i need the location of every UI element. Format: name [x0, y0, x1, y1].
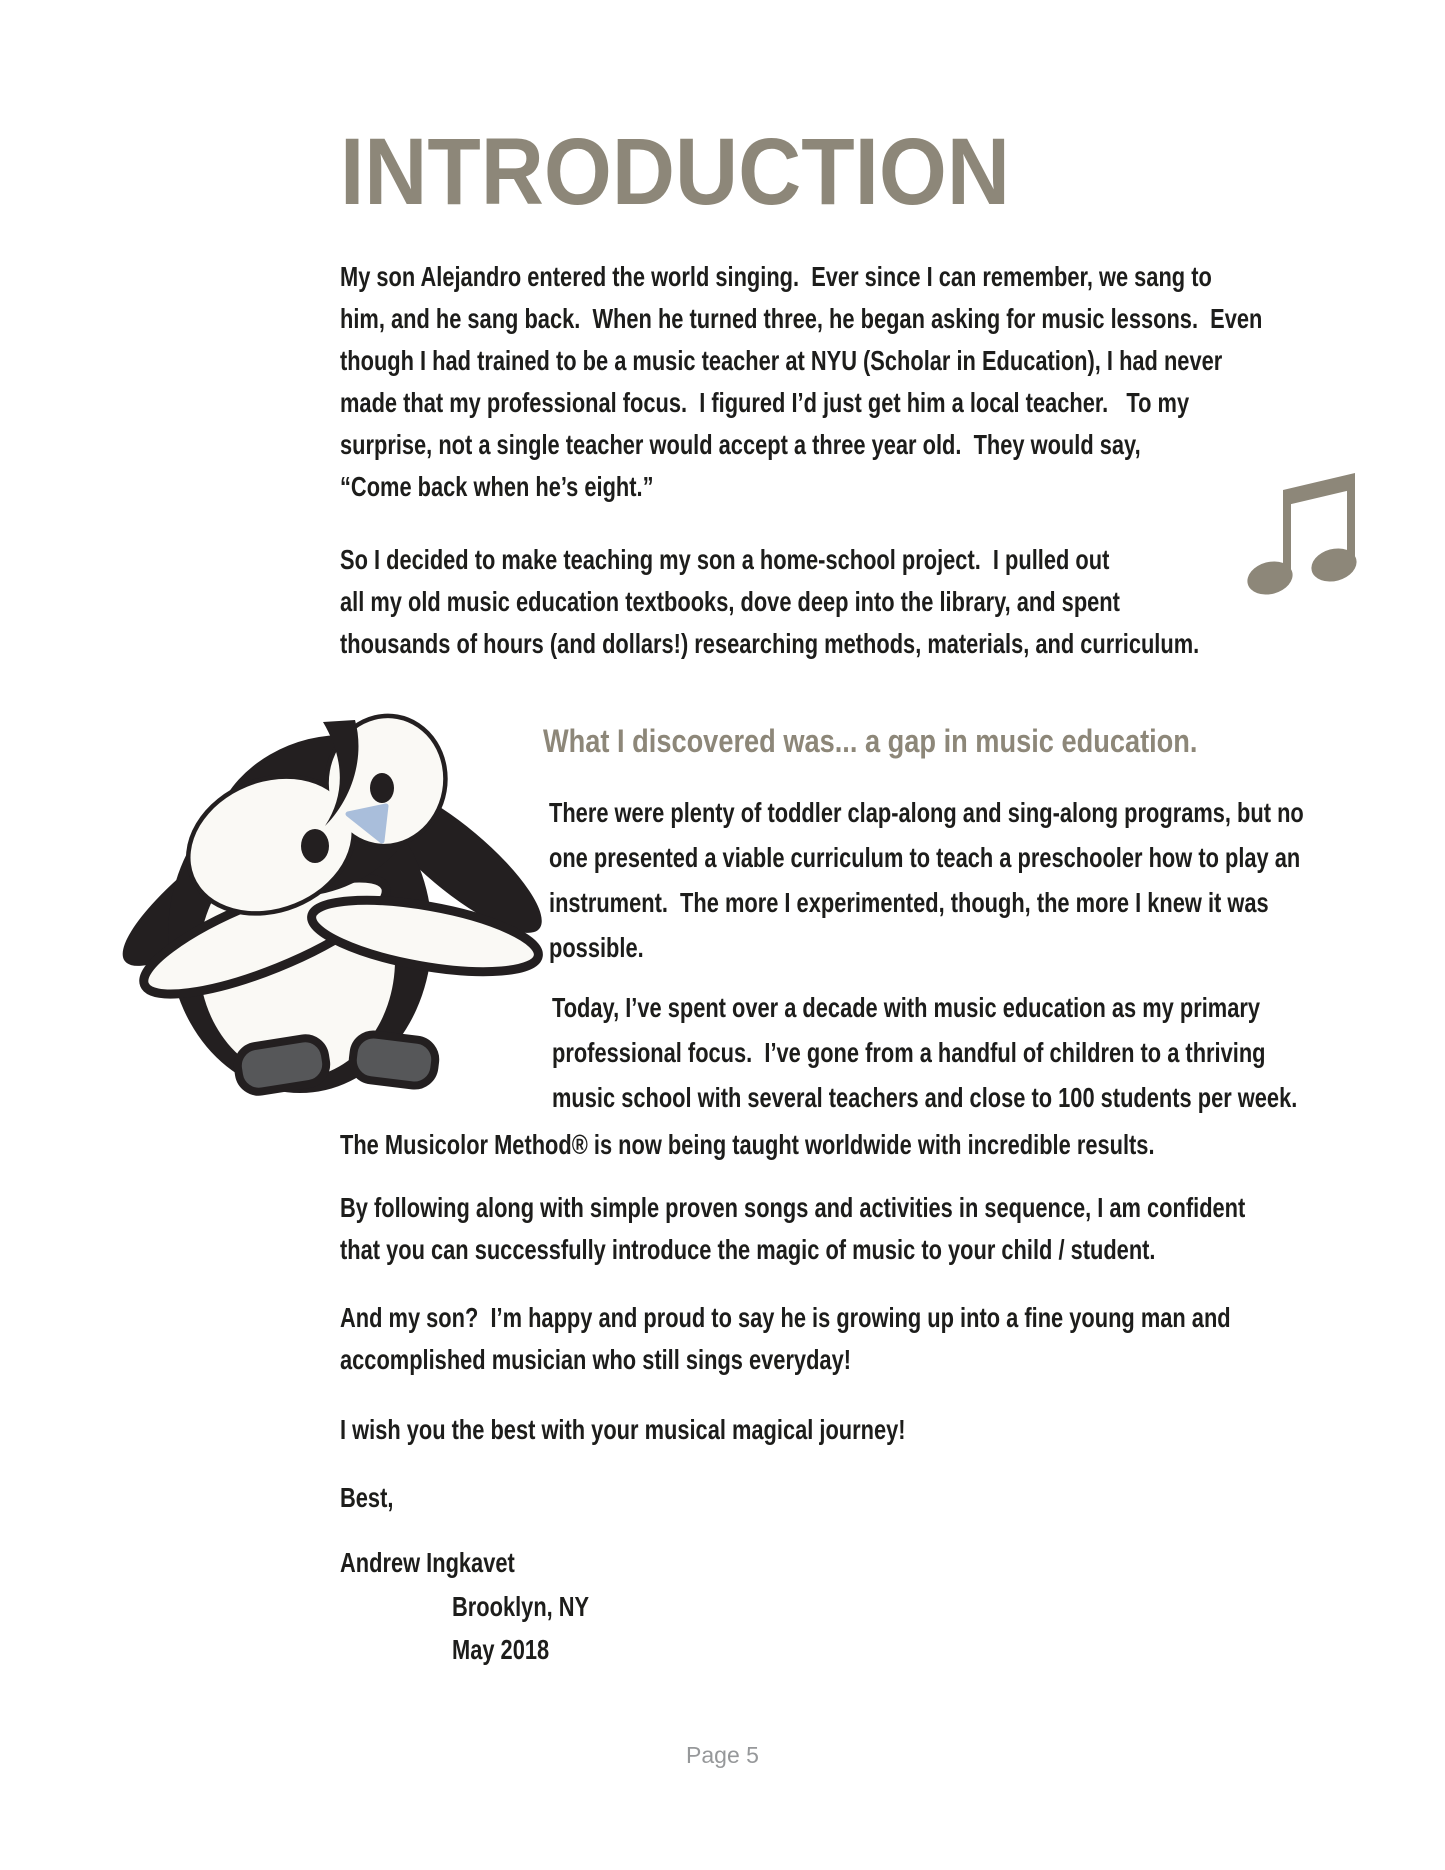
page-number-label: Page 5	[686, 1742, 759, 1768]
paragraph-3	[549, 790, 1445, 970]
closing-salutation	[340, 1477, 408, 1519]
penguin-eye	[370, 773, 394, 803]
closing-signature-name	[340, 1542, 564, 1584]
closing-location-text: Brooklyn, NY	[452, 1591, 590, 1622]
paragraph-1-line: “Come back when he’s eight.”	[340, 471, 654, 502]
penguin-foot	[351, 1032, 438, 1088]
paragraph-1-line: though I had trained to be a music teacher at NYU (Scholar in Education), I had never	[340, 345, 1223, 376]
closing-location	[452, 1586, 628, 1628]
paragraph-6-line: accomplished musician who still sings everyday!	[340, 1344, 851, 1375]
paragraph-3-line: There were plenty of toddler clap-along and sing-along programs, but no	[549, 797, 1304, 828]
beamed-eighth-notes-icon	[1238, 462, 1368, 622]
paragraph-2-line: all my old music education textbooks, dove deep into the library, and spent	[340, 586, 1120, 617]
paragraph-5-line: By following along with simple proven songs and activities in sequence, I am confident	[340, 1192, 1246, 1223]
paragraph-4	[552, 985, 1445, 1120]
paragraph-1-line: made that my professional focus. I figured I’d just get him a local teacher. To my	[340, 387, 1190, 418]
paragraph-3-line: possible.	[549, 932, 644, 963]
paragraph-4-continued	[340, 1124, 1384, 1166]
paragraph-1-line: him, and he sang back. When he turned three, he began asking for music lessons. Even	[340, 303, 1263, 334]
paragraph-5	[340, 1187, 1445, 1271]
page-footer	[0, 1742, 1445, 1768]
paragraph-3-line: instrument. The more I experimented, though, the more I knew it was	[549, 887, 1269, 918]
section-heading-text: What I discovered was... a gap in music education.	[543, 723, 1198, 759]
paragraph-4-line: music school with several teachers and close to 100 students per week.	[552, 1082, 1298, 1113]
paragraph-2-line: thousands of hours (and dollars!) researching methods, materials, and curriculum.	[340, 628, 1200, 659]
paragraph-4-line: The Musicolor Method® is now being taught worldwide with incredible results.	[340, 1129, 1155, 1160]
penguin-eye	[301, 829, 329, 863]
paragraph-3-line: one presented a viable curriculum to teach a preschooler how to play an	[549, 842, 1301, 873]
closing-name-text: Andrew Ingkavet	[340, 1547, 515, 1578]
closing-date	[452, 1629, 577, 1671]
penguin-foot	[235, 1035, 329, 1094]
paragraph-7-line: I wish you the best with your musical magical journey!	[340, 1414, 906, 1445]
paragraph-7	[340, 1409, 1065, 1451]
paragraph-6-line: And my son? I’m happy and proud to say he is growing up into a fine young man and	[340, 1302, 1231, 1333]
paragraph-4-line: Today, I’ve spent over a decade with music education as my primary	[552, 992, 1261, 1023]
paragraph-5-line: that you can successfully introduce the magic of music to your child / student.	[340, 1234, 1156, 1265]
section-heading	[543, 719, 1313, 763]
page-title-text: INTRODUCTION	[340, 119, 1011, 225]
closing-salutation-text: Best,	[340, 1482, 394, 1513]
closing-date-text: May 2018	[452, 1634, 550, 1665]
page-title	[340, 119, 1068, 225]
paragraph-1-line: My son Alejandro entered the world singing. Ever since I can remember, we sang to	[340, 261, 1212, 292]
penguin-mascot-illustration	[95, 618, 555, 1098]
paragraph-2-line: So I decided to make teaching my son a home-school project. I pulled out	[340, 544, 1110, 575]
paragraph-6	[340, 1297, 1445, 1381]
paragraph-1-line: surprise, not a single teacher would accept a three year old. They would say,	[340, 429, 1141, 460]
paragraph-4-line: professional focus. I’ve gone from a handful of children to a thriving	[552, 1037, 1266, 1068]
